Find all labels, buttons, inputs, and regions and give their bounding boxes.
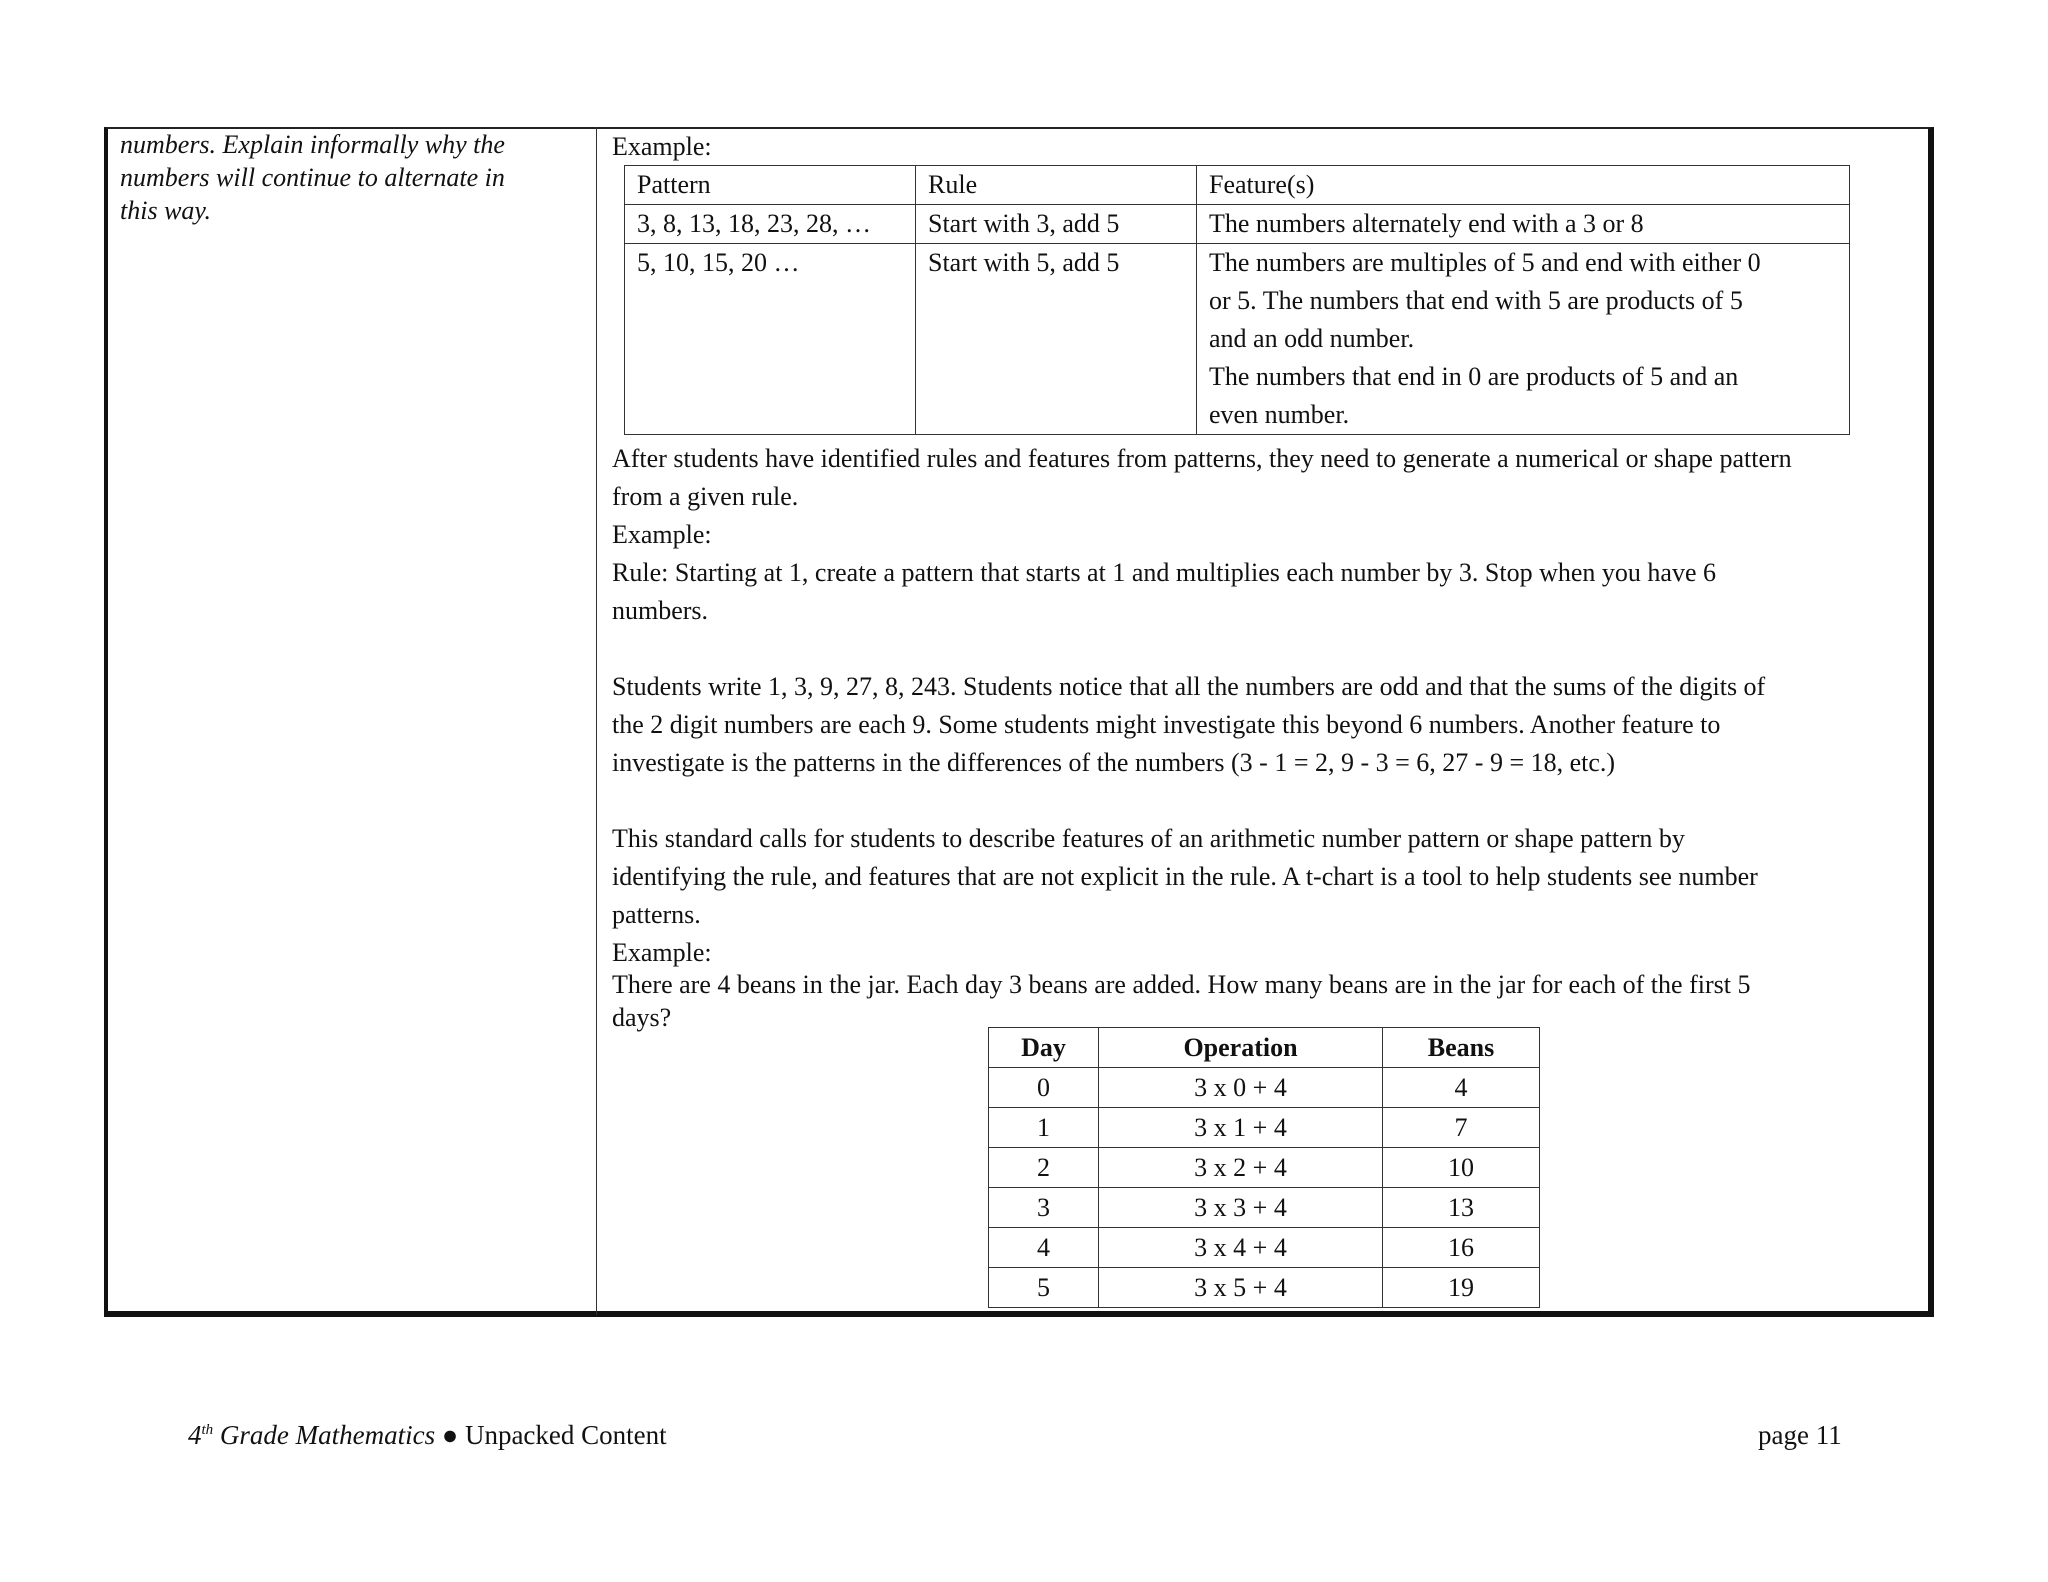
standard-text — [120, 128, 590, 227]
grade-number: 4 — [188, 1420, 202, 1450]
column-divider — [596, 127, 597, 1315]
standard-line: numbers will continue to alternate in — [120, 163, 505, 192]
features-cell — [1197, 244, 1850, 435]
beans-cell: 19 — [1383, 1268, 1540, 1308]
table-row — [989, 1268, 1540, 1308]
day-cell: 3 — [989, 1188, 1099, 1228]
standard-line: this way. — [120, 196, 212, 225]
day-cell: 2 — [989, 1148, 1099, 1188]
paragraph-students-write — [612, 668, 1765, 782]
text-line: There are 4 beans in the jar. Each day 3 beans are added. How many beans are in the jar for each of the first 5 — [612, 970, 1751, 999]
grade-subject: Grade Mathematics — [213, 1420, 436, 1450]
text-line: from a given rule. — [612, 482, 799, 511]
header-operation: Operation — [1099, 1028, 1383, 1068]
features-cell — [1197, 205, 1850, 244]
table-header-row — [989, 1028, 1540, 1068]
text-line: Rule: Starting at 1, create a pattern that starts at 1 and multiplies each number by 3. Stop when you have 6 — [612, 558, 1716, 587]
text-line: identifying the rule, and features that are not explicit in the rule. A t-chart is a tool to help students see number — [612, 862, 1758, 891]
text-line: investigate is the patterns in the differences of the numbers (3 - 1 = 2, 9 - 3 = 6, 27 - 9 = 18, etc.) — [612, 748, 1616, 777]
feature-line: and an odd number. — [1209, 324, 1415, 353]
header-beans: Beans — [1383, 1028, 1540, 1068]
text-line: days? — [612, 1003, 672, 1032]
feature-line: The numbers alternately end with a 3 or 8 — [1209, 209, 1644, 238]
beans-t-chart — [988, 1027, 1540, 1308]
paragraph-beans-question — [612, 968, 1750, 1034]
text-line: Example: — [612, 520, 712, 549]
paragraph-standard-description — [612, 820, 1758, 972]
beans-cell: 4 — [1383, 1068, 1540, 1108]
day-cell: 5 — [989, 1268, 1099, 1308]
footer-document-title — [188, 1420, 667, 1451]
unpacking-column — [612, 128, 1922, 166]
header-day: Day — [989, 1028, 1099, 1068]
table-row — [989, 1148, 1540, 1188]
operation-cell: 3 x 1 + 4 — [1099, 1108, 1383, 1148]
table-row — [625, 244, 1850, 435]
grade-ordinal: th — [201, 1422, 214, 1438]
operation-cell: 3 x 0 + 4 — [1099, 1068, 1383, 1108]
header-features: Feature(s) — [1197, 166, 1850, 205]
day-cell: 4 — [989, 1228, 1099, 1268]
day-cell: 0 — [989, 1068, 1099, 1108]
table-row — [989, 1188, 1540, 1228]
operation-cell: 3 x 4 + 4 — [1099, 1228, 1383, 1268]
standard-line: numbers. Explain informally why the — [120, 130, 505, 159]
header-pattern: Pattern — [625, 166, 916, 205]
day-cell: 1 — [989, 1108, 1099, 1148]
pattern-rule-table — [624, 165, 1850, 435]
beans-cell: 10 — [1383, 1148, 1540, 1188]
table-header-row — [625, 166, 1850, 205]
table-row — [625, 205, 1850, 244]
operation-cell: 3 x 3 + 4 — [1099, 1188, 1383, 1228]
example-label: Example: — [612, 132, 712, 161]
feature-line: even number. — [1209, 400, 1350, 429]
rule-cell: Start with 3, add 5 — [916, 205, 1197, 244]
pattern-cell: 3, 8, 13, 18, 23, 28, … — [625, 205, 916, 244]
text-line: Example: — [612, 938, 712, 967]
grade-label — [188, 1420, 435, 1450]
pattern-cell: 5, 10, 15, 20 … — [625, 244, 916, 435]
feature-line: The numbers that end in 0 are products of 5 and an — [1209, 362, 1739, 391]
page-number: page 11 — [1758, 1420, 1842, 1450]
beans-cell: 13 — [1383, 1188, 1540, 1228]
text-line: This standard calls for students to describe features of an arithmetic number pattern or shape pattern by — [612, 824, 1685, 853]
paragraph-generate-pattern — [612, 440, 1792, 630]
table-row — [989, 1108, 1540, 1148]
feature-line: or 5. The numbers that end with 5 are products of 5 — [1209, 286, 1743, 315]
rule-cell: Start with 5, add 5 — [916, 244, 1197, 435]
content-label: Unpacked Content — [464, 1420, 667, 1450]
operation-cell: 3 x 2 + 4 — [1099, 1148, 1383, 1188]
text-line: patterns. — [612, 900, 701, 929]
text-line: Students write 1, 3, 9, 27, 8, 243. Students notice that all the numbers are odd and that the sums of the digits of — [612, 672, 1766, 701]
table-row — [989, 1068, 1540, 1108]
operation-cell: 3 x 5 + 4 — [1099, 1268, 1383, 1308]
text-line: the 2 digit numbers are each 9. Some students might investigate this beyond 6 numbers. Another feature to — [612, 710, 1721, 739]
header-rule: Rule — [916, 166, 1197, 205]
text-line: After students have identified rules and features from patterns, they need to generate a numerical or shape pattern — [612, 444, 1792, 473]
bullet-separator: ● — [435, 1420, 465, 1450]
text-line: numbers. — [612, 596, 709, 625]
beans-cell: 7 — [1383, 1108, 1540, 1148]
table-row — [989, 1228, 1540, 1268]
beans-cell: 16 — [1383, 1228, 1540, 1268]
feature-line: The numbers are multiples of 5 and end with either 0 — [1209, 248, 1761, 277]
